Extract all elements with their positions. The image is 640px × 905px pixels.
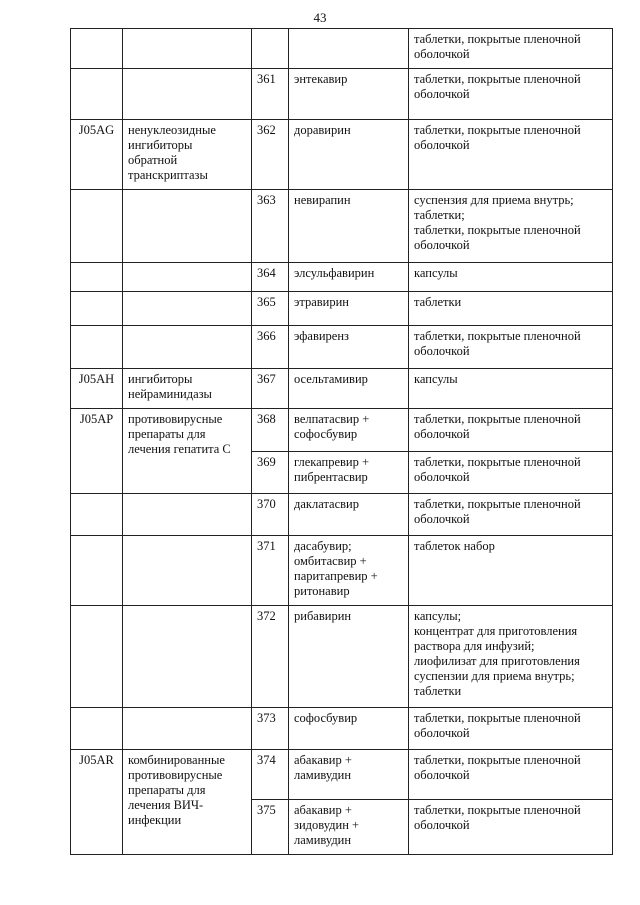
row-number-cell: 363 [252,190,289,263]
dosage-form-cell: таблетки, покрытые пленочной оболочкой [409,409,613,452]
atc-code-cell [71,326,123,369]
atc-code-cell: J05AP [71,409,123,494]
table-row [71,409,613,452]
drug-name-cell [289,29,409,69]
dosage-form-cell: таблетки [409,292,613,326]
drug-name-cell: глекапревир + пибрентасвир [289,452,409,494]
table-row [71,494,613,536]
table-row [71,326,613,369]
table-row [71,263,613,292]
atc-code-cell [71,494,123,536]
drug-name-cell: абакавир + ламивудин [289,750,409,800]
row-number-cell: 366 [252,326,289,369]
drug-name-cell: рибавирин [289,606,409,708]
drug-name-cell: невирапин [289,190,409,263]
dosage-form-cell: суспензия для приема внутрь; таблетки; таблетки, покрытые пленочной оболочкой [409,190,613,263]
table-row [71,29,613,69]
page-number: 43 [313,10,327,25]
dosage-form-cell: таблетки, покрытые пленочной оболочкой [409,494,613,536]
dosage-form-cell: таблетки, покрытые пленочной оболочкой [409,750,613,800]
atc-group-cell: ингибиторы нейраминидазы [123,369,252,409]
dosage-form-cell: таблетки, покрытые пленочной оболочкой [409,326,613,369]
dosage-form-cell: таблетки, покрытые пленочной оболочкой [409,452,613,494]
atc-group-cell [123,606,252,708]
atc-group-cell [123,494,252,536]
atc-code-cell: J05AH [71,369,123,409]
atc-code-cell [71,708,123,750]
table-row [71,536,613,606]
row-number-cell: 371 [252,536,289,606]
table-row [71,190,613,263]
atc-code-cell [71,292,123,326]
row-number-cell: 361 [252,69,289,120]
row-number-cell: 364 [252,263,289,292]
row-number-cell: 374 [252,750,289,800]
dosage-form-cell: капсулы [409,263,613,292]
row-number-cell: 375 [252,800,289,855]
row-number-cell: 362 [252,120,289,190]
dosage-form-cell: таблетки, покрытые пленочной оболочкой [409,29,613,69]
atc-code-cell [71,263,123,292]
atc-code-cell [71,190,123,263]
dosage-form-cell: таблетки, покрытые пленочной оболочкой [409,120,613,190]
row-number-cell: 365 [252,292,289,326]
atc-group-cell [123,263,252,292]
row-number-cell: 367 [252,369,289,409]
atc-code-cell: J05AG [71,120,123,190]
dosage-form-cell: таблетки, покрытые пленочной оболочкой [409,800,613,855]
row-number-cell: 368 [252,409,289,452]
drug-name-cell: эфавиренз [289,326,409,369]
table-row [71,606,613,708]
atc-group-cell: противовирусные препараты для лечения гепатита С [123,409,252,494]
atc-group-cell [123,326,252,369]
dosage-form-cell: таблеток набор [409,536,613,606]
atc-group-cell [123,708,252,750]
atc-group-cell [123,29,252,69]
dosage-form-cell: таблетки, покрытые пленочной оболочкой [409,708,613,750]
drug-name-cell: абакавир + зидовудин + ламивудин [289,800,409,855]
atc-group-cell: ненуклеозидные ингибиторы обратной транскриптазы [123,120,252,190]
table-row [71,750,613,800]
atc-group-cell [123,292,252,326]
row-number-cell: 373 [252,708,289,750]
atc-code-cell [71,536,123,606]
atc-code-cell: J05AR [71,750,123,855]
table-row [71,708,613,750]
drug-name-cell: софосбувир [289,708,409,750]
medication-table [70,28,613,855]
atc-code-cell [71,69,123,120]
drug-name-cell: осельтамивир [289,369,409,409]
table-row [71,69,613,120]
table-row [71,292,613,326]
table-row [71,369,613,409]
row-number-cell [252,29,289,69]
drug-name-cell: даклатасвир [289,494,409,536]
atc-code-cell [71,29,123,69]
dosage-form-cell: таблетки, покрытые пленочной оболочкой [409,69,613,120]
atc-group-cell: комбинированные противовирусные препараты для лечения ВИЧ- инфекции [123,750,252,855]
table-row [71,120,613,190]
atc-group-cell [123,69,252,120]
drug-name-cell: доравирин [289,120,409,190]
drug-name-cell: дасабувир; омбитасвир + паритапревир + ритонавир [289,536,409,606]
row-number-cell: 370 [252,494,289,536]
atc-group-cell [123,190,252,263]
atc-code-cell [71,606,123,708]
atc-group-cell [123,536,252,606]
row-number-cell: 369 [252,452,289,494]
dosage-form-cell: капсулы [409,369,613,409]
drug-name-cell: элсульфавирин [289,263,409,292]
drug-name-cell: энтекавир [289,69,409,120]
row-number-cell: 372 [252,606,289,708]
drug-name-cell: этравирин [289,292,409,326]
dosage-form-cell: капсулы; концентрат для приготовления раствора для инфузий; лиофилизат для приготовления суспензии для приема внутрь; таблетки [409,606,613,708]
drug-name-cell: велпатасвир + софосбувир [289,409,409,452]
